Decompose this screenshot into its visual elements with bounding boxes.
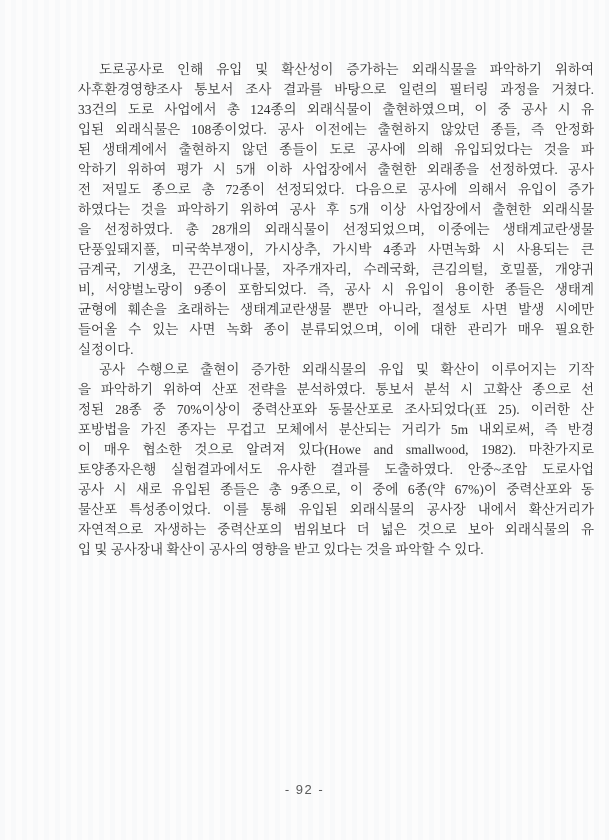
text-line: 도로공사로 인해 유입 및 확산성이 증가하는 외래식물을 파악하기 위하여: [99, 62, 594, 77]
text-line: 물산포 특성종이었다. 이를 통해 유입된 외래식물의 공사장 내에서 확산거리가: [78, 502, 594, 517]
text-line: 33건의 도로 사업에서 총 124종의 외래식물이 출현하였으며, 이 중 공사 시 유: [78, 102, 594, 117]
text-line: 금계국, 기생초, 끈끈이대나물, 자주개자리, 수레국화, 큰김의털, 호밀풀, 개양귀: [78, 262, 594, 277]
page-number: - 92 -: [284, 782, 325, 797]
text-line: 들어올 수 있는 사면 녹화 종이 분류되었으며, 이에 대한 관리가 매우 필요한: [78, 322, 594, 337]
paragraph-2: [78, 360, 594, 560]
text-line: 정된 28종 중 70%이상이 중력산포와 동물산포로 조사되었다(표 25). 이러한 산: [78, 402, 594, 417]
paragraph-1: [78, 60, 594, 360]
text-line: 자연적으로 자생하는 중력산포의 범위보다 더 넓은 것으로 보아 외래식물의 유: [78, 522, 594, 537]
page-footer: [0, 781, 609, 799]
text-line: 입된 외래식물은 108종이었다. 공사 이전에는 출현하지 않았던 종들, 즉 안정화: [78, 122, 594, 137]
text-line: 포방법을 가진 종자는 무겁고 모체에서 분산되는 거리가 5m 내외로써, 즉 반경: [78, 422, 594, 437]
text-line: 입 및 공사장내 확산이 공사의 영향을 받고 있다는 것을 파악할 수 있다.: [78, 542, 484, 557]
body-text: [78, 60, 594, 560]
text-line: 된 생태계에서 출현하지 않던 종들이 도로 공사에 의해 유입되었다는 것을 파: [78, 142, 594, 157]
text-line: 사후환경영향조사 통보서 조사 결과를 바탕으로 일련의 필터링 과정을 거쳤다.: [78, 82, 594, 97]
text-line: 전 저밀도 종으로 총 72종이 선정되었다. 다음으로 공사에 의해서 유입이 증가: [78, 182, 594, 197]
text-line: 공사 시 새로 유입된 종들은 총 9종으로, 이 중에 6종(약 67%)이 중력산포와 동: [78, 482, 594, 497]
text-line: 이 매우 협소한 것으로 알려져 있다(Howe and smallwood, 1982). 마찬가지로: [78, 442, 594, 457]
text-line: 하였다는 것을 파악하기 위하여 공사 후 5개 이상 사업장에서 출현한 외래식물: [78, 202, 594, 217]
text-line: 을 선정하였다. 총 28개의 외래식물이 선정되었으며, 이중에는 생태계교란생물: [78, 222, 594, 237]
text-line: 악하기 위하여 평가 시 5개 이하 사업장에서 출현한 외래종을 선정하였다. 공사: [78, 162, 594, 177]
text-line: 균형에 훼손을 초래하는 생태계교란생물 뿐만 아니라, 절성토 사면 발생 시에만: [78, 302, 594, 317]
text-line: 단풍잎돼지풀, 미국쑥부쟁이, 가시상추, 가시박 4종과 사면녹화 시 사용되는 큰: [78, 242, 594, 257]
text-line: 공사 수행으로 출현이 증가한 외래식물의 유입 및 확산이 이루어지는 기작: [99, 362, 594, 377]
text-line: 비, 서양벌노랑이 9종이 포함되었다. 즉, 공사 시 유입이 용이한 종들은 생태계: [78, 282, 594, 297]
text-line: 토양종자은행 실험결과에서도 유사한 결과를 도출하였다. 안중~조암 도로사업: [78, 462, 594, 477]
text-line: 을 파악하기 위하여 산포 전략을 분석하였다. 통보서 분석 시 고확산 종으로 선: [78, 382, 594, 397]
text-line: 실정이다.: [78, 342, 134, 357]
